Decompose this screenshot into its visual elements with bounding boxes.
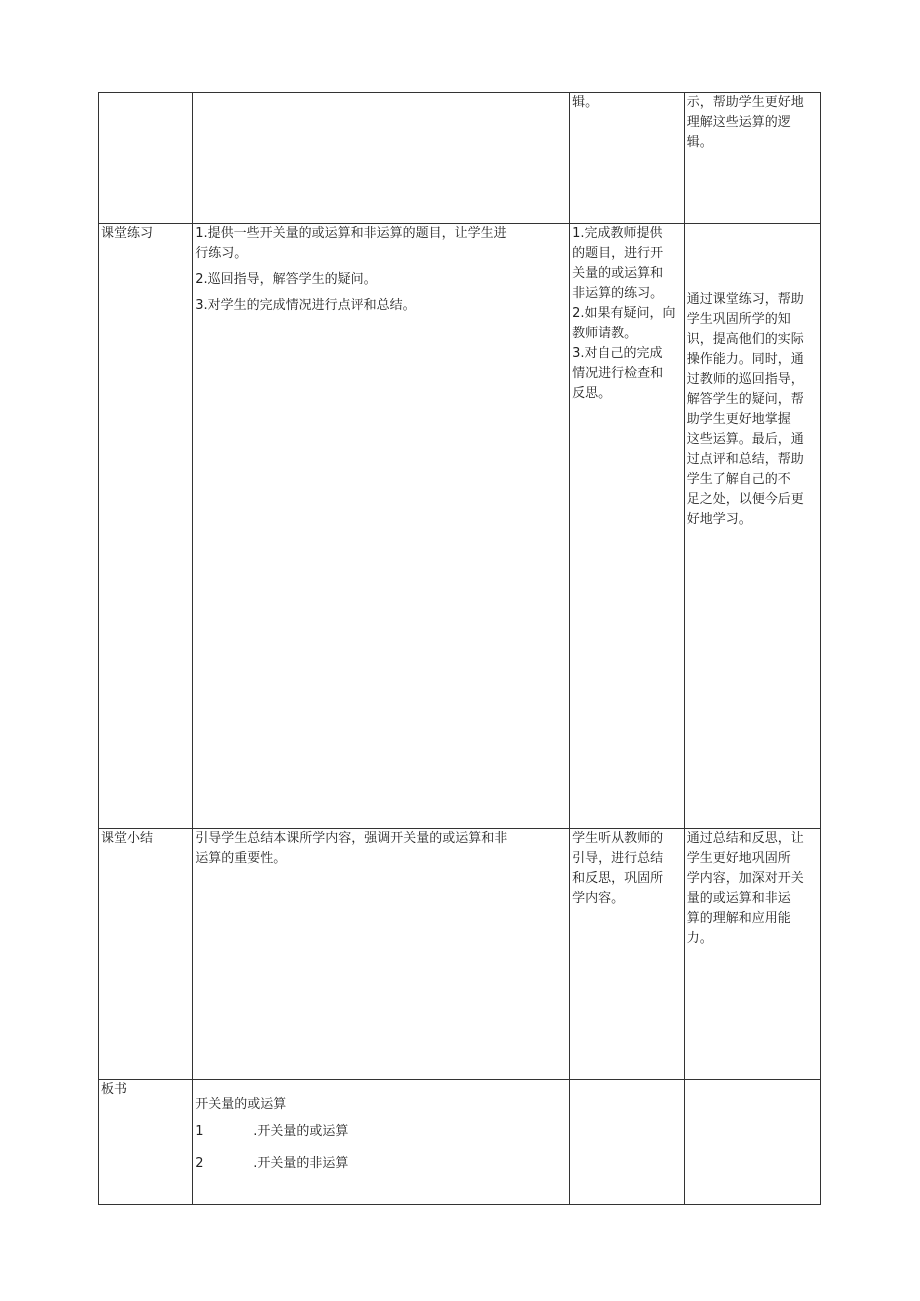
- lesson-plan-table: [98, 92, 821, 1205]
- purpose-cell: 通过课堂练习，帮助 学生巩固所学的知 识，提高他们的实际 操作能力。同时，通 过教师的巡回指导， 解答学生的疑问，帮 助学生更好地掌握 这些运算。最后，通 过点评和总结，帮助 学生了解自己的不 足之处，以便今后更 好地学习。: [684, 224, 820, 829]
- teacher-activity-cell: 引导学生总结本课所学内容，强调开关量的或运算和非 运算的重要性。: [193, 829, 570, 1080]
- board-item: 1 .开关量的或运算: [195, 1124, 349, 1139]
- student-activity-cell: 辑。: [570, 93, 685, 224]
- table-row: [99, 93, 821, 224]
- board-content-cell: [193, 1080, 570, 1205]
- student-activity-cell: [570, 1080, 685, 1205]
- purpose-cell: 通过总结和反思，让 学生更好地巩固所 学内容，加深对开关 量的或运算和非运 算的理解和应用能 力。: [684, 829, 820, 1080]
- purpose-cell: [684, 1080, 820, 1205]
- teacher-activity-cell: 1.提供一些开关量的或运算和非运算的题目，让学生进 行练习。 2.巡回指导，解答学生的疑问。 3.对学生的完成情况进行点评和总结。: [193, 224, 570, 829]
- table-row: [99, 1080, 821, 1205]
- purpose-cell: 示，帮助学生更好地 理解这些运算的逻 辑。: [684, 93, 820, 224]
- row-label-summary: 课堂小结: [99, 829, 193, 1080]
- table-row: [99, 224, 821, 829]
- row-label-board: 板书: [99, 1080, 193, 1205]
- student-activity-cell: 1.完成教师提供 的题目，进行开 关量的或运算和 非运算的练习。 2.如果有疑问，向 教师请教。 3.对自己的完成 情况进行检查和 反思。: [570, 224, 685, 829]
- student-activity-cell: 学生听从教师的 引导，进行总结 和反思，巩固所 学内容。: [570, 829, 685, 1080]
- board-item: 2 .开关量的非运算: [195, 1156, 349, 1171]
- row-label-cell: [99, 93, 193, 224]
- row-label-practice: 课堂练习: [99, 224, 193, 829]
- teacher-activity-cell: [193, 93, 570, 224]
- table-row: [99, 829, 821, 1080]
- board-title: 开关量的或运算: [195, 1097, 287, 1112]
